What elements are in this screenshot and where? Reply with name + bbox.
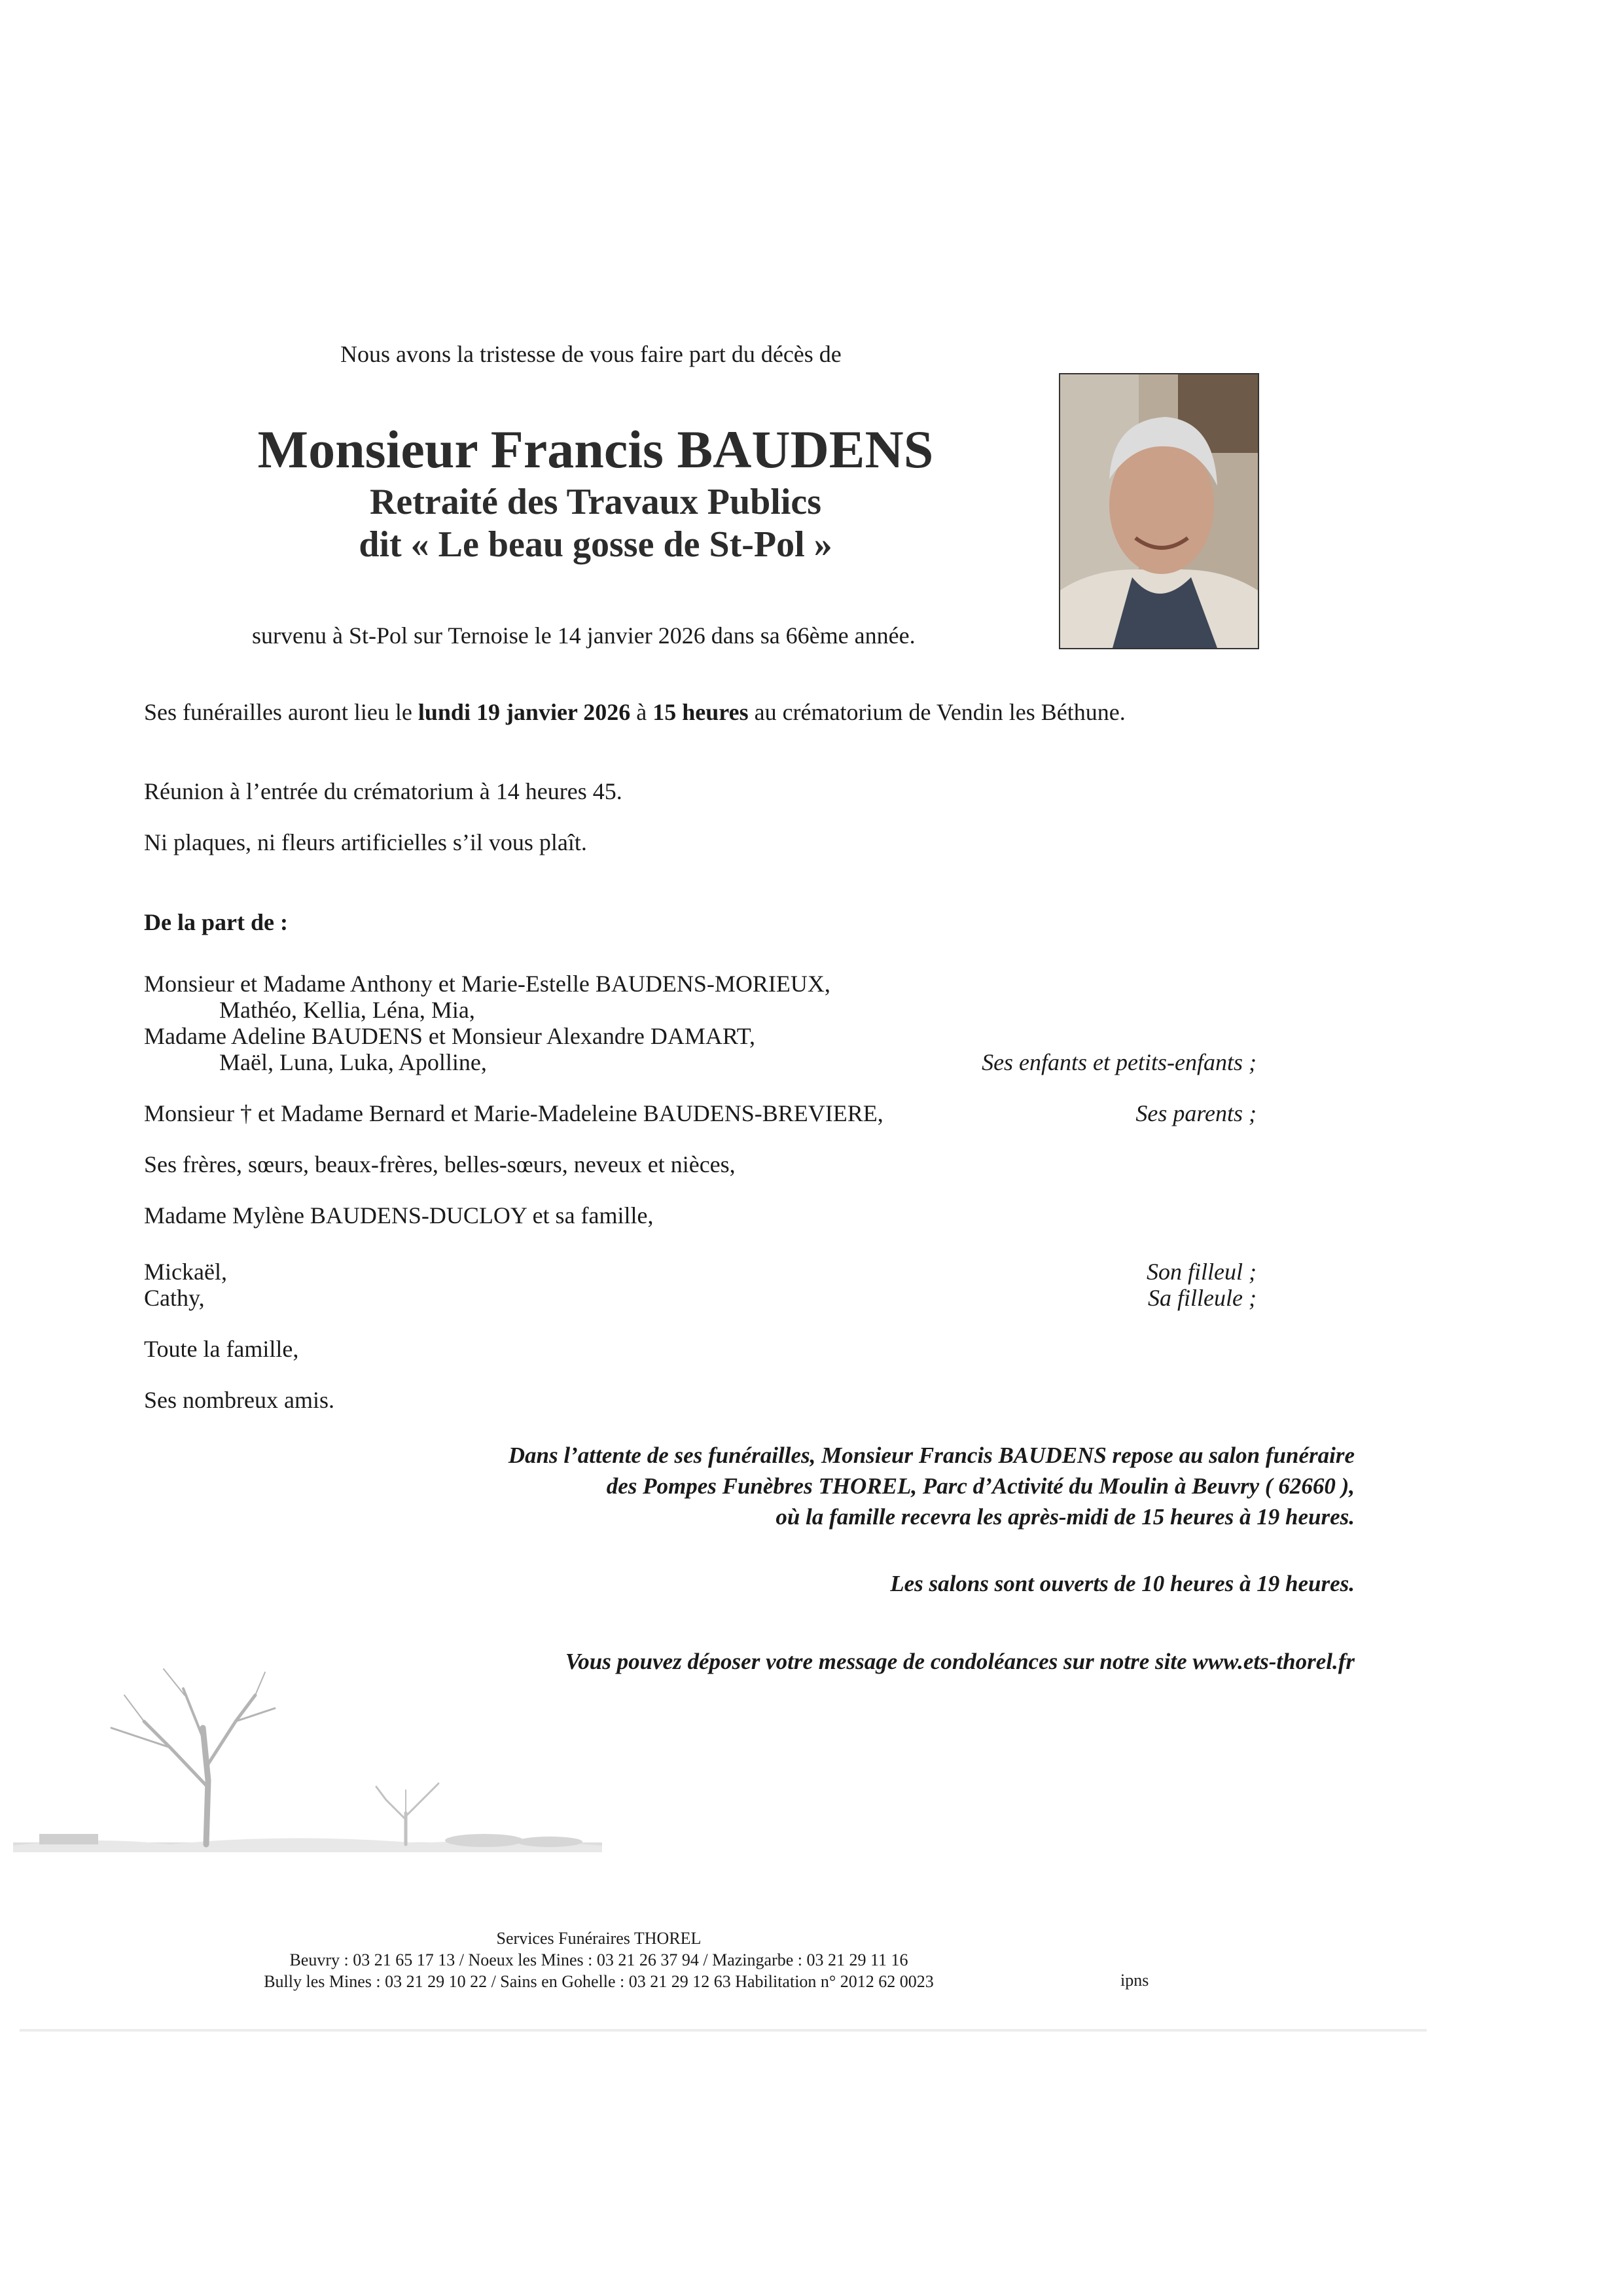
deceased-nickname: dit « Le beau gosse de St-Pol » xyxy=(359,524,832,565)
winter-landscape-illustration xyxy=(13,1649,602,1865)
footer-company: Services Funéraires THOREL xyxy=(496,1929,702,1948)
no-flowers-text: Ni plaques, ni fleurs artificielles s’il vous plaît. xyxy=(144,829,587,855)
from-heading: De la part de : xyxy=(144,909,288,935)
footer-phones-line-1: Beuvry : 03 21 65 17 13 / Noeux les Mines : 03 21 26 37 94 / Mazingarbe : 03 21 29 11 16 xyxy=(289,1950,908,1969)
funeral-suffix: au crématorium de Vendin les Béthune. xyxy=(748,699,1126,725)
repose-block xyxy=(508,1440,1355,1532)
reunion-text: Réunion à l’entrée du crématorium à 14 heures 45. xyxy=(144,778,622,804)
repose-line-1: Dans l’attente de ses funérailles, Monsieur Francis BAUDENS repose au salon funéraire xyxy=(508,1443,1355,1468)
funeral-date: lundi 19 janvier 2026 xyxy=(418,699,631,725)
funeral-time: 15 heures xyxy=(652,699,749,725)
deceased-title: Retraité des Travaux Publics xyxy=(369,482,822,522)
ipns-badge: ipns xyxy=(1120,1971,1149,1990)
godson-name: Mickaël, xyxy=(144,1259,227,1285)
parents-line: Monsieur † et Madame Bernard et Marie-Madeleine BAUDENS-BREVIERE, xyxy=(144,1100,883,1126)
repose-line-2: des Pompes Funèbres THOREL, Parc d’Activité du Moulin à Beuvry ( 62660 ), xyxy=(606,1473,1355,1499)
footer-divider xyxy=(20,2029,1427,2032)
repose-line-3: où la famille recevra les après-midi de 15 heures à 19 heures. xyxy=(776,1504,1355,1530)
funeral-prefix: Ses funérailles auront lieu le xyxy=(144,699,418,725)
children-line-1: Monsieur et Madame Anthony et Marie-Estelle BAUDENS-MORIEUX, xyxy=(144,971,830,997)
godson-role: Son filleul ; xyxy=(1147,1259,1257,1285)
portrait-photo xyxy=(1059,373,1259,649)
footer xyxy=(0,1928,1198,1992)
siblings-line: Ses frères, sœurs, beaux-frères, belles-sœurs, neveux et nièces, xyxy=(144,1151,736,1177)
condolences-notice: Vous pouvez déposer votre message de condoléances sur notre site www.ets-thorel.fr xyxy=(565,1649,1355,1674)
grandchildren-line-1: Mathéo, Kellia, Léna, Mia, xyxy=(219,997,475,1023)
funeral-mid: à xyxy=(630,699,653,725)
grandchildren-line-2: Maël, Luna, Luka, Apolline, xyxy=(219,1049,487,1075)
parents-role: Ses parents ; xyxy=(1135,1100,1257,1126)
intro-text: Nous avons la tristesse de vous faire part du décès de xyxy=(340,341,842,367)
goddaughter-name: Cathy, xyxy=(144,1285,205,1311)
all-family-line: Toute la famille, xyxy=(144,1336,299,1362)
children-line-2: Madame Adeline BAUDENS et Monsieur Alexandre DAMART, xyxy=(144,1023,756,1049)
footer-phones-line-2: Bully les Mines : 03 21 29 10 22 / Sains en Gohelle : 03 21 29 12 63 Habilitation n° 2012 62 0023 xyxy=(264,1972,934,1991)
friends-line: Ses nombreux amis. xyxy=(144,1387,334,1413)
deceased-name: Monsieur Francis BAUDENS xyxy=(257,420,934,479)
ex-wife-line: Madame Mylène BAUDENS-DUCLOY et sa famille, xyxy=(144,1202,654,1229)
goddaughter-role: Sa filleule ; xyxy=(1148,1285,1257,1311)
death-notice: survenu à St-Pol sur Ternoise le 14 janvier 2026 dans sa 66ème année. xyxy=(252,622,916,649)
funeral-details xyxy=(144,698,1126,726)
children-role: Ses enfants et petits-enfants ; xyxy=(982,1049,1257,1075)
salons-hours: Les salons sont ouverts de 10 heures à 19 heures. xyxy=(890,1571,1355,1596)
